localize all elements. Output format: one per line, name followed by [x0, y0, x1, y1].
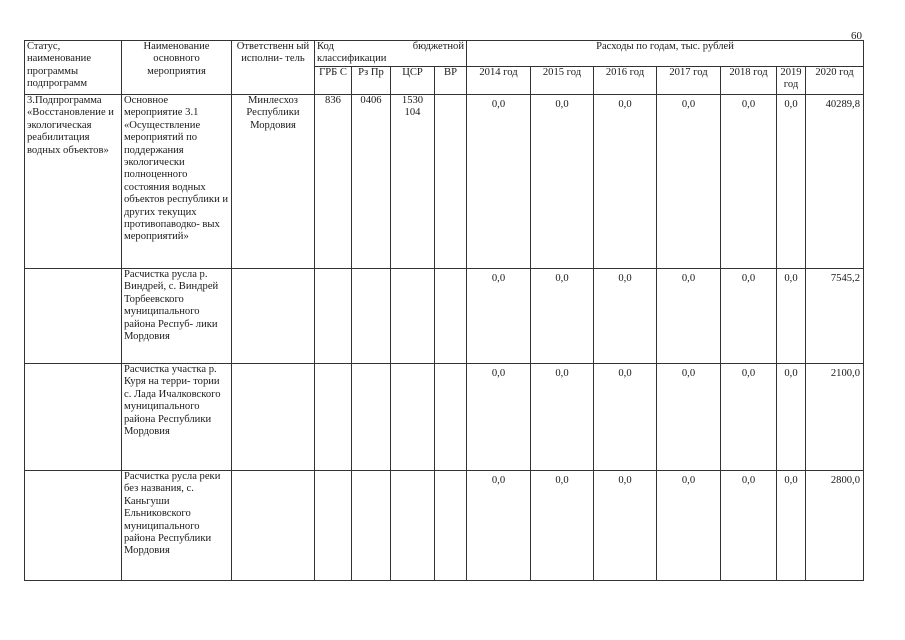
row-rzpr: 0406 — [352, 95, 391, 269]
header-csr: ЦСР — [391, 67, 435, 95]
header-code-sub: классификации — [317, 53, 387, 65]
header-rzpr: Рз Пр — [352, 67, 391, 95]
header-year: 2015 год — [531, 67, 594, 95]
row-executor — [232, 364, 315, 471]
table-row — [25, 269, 864, 364]
row-status — [25, 471, 122, 581]
row-grbs — [315, 364, 352, 471]
row-executor: Минлесхоз Республики Мордовия — [232, 95, 315, 269]
row-event: Расчистка русла р. Виндрей, с. Виндрей Торбеевского муниципального района Респуб- лики Мордовия — [122, 269, 232, 364]
row-value: 0,0 — [657, 269, 721, 364]
row-value: 0,0 — [594, 471, 657, 581]
row-value: 0,0 — [531, 269, 594, 364]
header-vr: ВР — [435, 67, 467, 95]
row-rzpr — [352, 269, 391, 364]
header-code-left: Код — [317, 41, 334, 52]
row-value: 40289,8 — [806, 95, 864, 269]
header-executor: Ответственн ый исполни- тель — [232, 41, 315, 95]
header-year: 2014 год — [467, 67, 531, 95]
row-executor — [232, 471, 315, 581]
table-row — [25, 364, 864, 471]
row-value: 0,0 — [531, 95, 594, 269]
row-value: 0,0 — [594, 95, 657, 269]
row-vr — [435, 364, 467, 471]
row-csr — [391, 364, 435, 471]
row-grbs — [315, 269, 352, 364]
header-event-name: Наименование основного мероприятия — [122, 41, 232, 95]
header-expenses: Расходы по годам, тыс. рублей — [467, 41, 864, 67]
row-csr: 1530 104 — [391, 95, 435, 269]
table-row — [25, 471, 864, 581]
row-vr — [435, 471, 467, 581]
row-status — [25, 269, 122, 364]
row-value: 2800,0 — [806, 471, 864, 581]
row-value: 0,0 — [777, 471, 806, 581]
row-value: 0,0 — [777, 95, 806, 269]
row-status: 3.Подпрограмма «Восстановление и экологическая реабилитация водных объектов» — [25, 95, 122, 269]
row-value: 0,0 — [467, 95, 531, 269]
row-value: 0,0 — [467, 471, 531, 581]
row-value: 0,0 — [721, 364, 777, 471]
header-year: 2016 год — [594, 67, 657, 95]
row-rzpr — [352, 471, 391, 581]
header-code-right: бюджетной — [412, 41, 464, 52]
row-event: Расчистка русла реки без названия, с. Каньгуши Ельниковского муниципального района Республики Мордовия — [122, 471, 232, 581]
row-csr — [391, 269, 435, 364]
table-row — [25, 95, 864, 269]
page-number: 60 — [851, 30, 862, 42]
header-grbs: ГРБ С — [315, 67, 352, 95]
row-value: 0,0 — [721, 95, 777, 269]
row-value: 0,0 — [594, 269, 657, 364]
row-value: 0,0 — [657, 471, 721, 581]
row-vr — [435, 95, 467, 269]
header-budget-code — [315, 41, 467, 67]
header-year: 2020 год — [806, 67, 864, 95]
header-year: 2017 год — [657, 67, 721, 95]
header-year: 2019 год — [777, 67, 806, 95]
row-value: 0,0 — [594, 364, 657, 471]
row-event: Расчистка участка р. Куря на терри- тории с. Лада Ичалковского муниципального района Республики Мордовия — [122, 364, 232, 471]
row-value: 0,0 — [721, 269, 777, 364]
row-executor — [232, 269, 315, 364]
row-value: 0,0 — [657, 95, 721, 269]
header-status: Статус, наименование программы подпрограмм — [25, 41, 122, 95]
budget-table — [24, 40, 864, 581]
row-grbs — [315, 471, 352, 581]
row-rzpr — [352, 364, 391, 471]
row-value: 2100,0 — [806, 364, 864, 471]
row-status — [25, 364, 122, 471]
row-value: 0,0 — [777, 269, 806, 364]
row-value: 0,0 — [657, 364, 721, 471]
row-value: 0,0 — [531, 364, 594, 471]
row-value: 0,0 — [467, 364, 531, 471]
row-event: Основное мероприятие 3.1 «Осуществление мероприятий по поддержания экологически полноценного состояния водных объектов республики и других текущих противопаводко- вых мероприятий» — [122, 95, 232, 269]
row-csr — [391, 471, 435, 581]
row-value: 7545,2 — [806, 269, 864, 364]
row-value: 0,0 — [777, 364, 806, 471]
row-value: 0,0 — [531, 471, 594, 581]
row-value: 0,0 — [721, 471, 777, 581]
row-value: 0,0 — [467, 269, 531, 364]
header-year: 2018 год — [721, 67, 777, 95]
row-vr — [435, 269, 467, 364]
row-grbs: 836 — [315, 95, 352, 269]
